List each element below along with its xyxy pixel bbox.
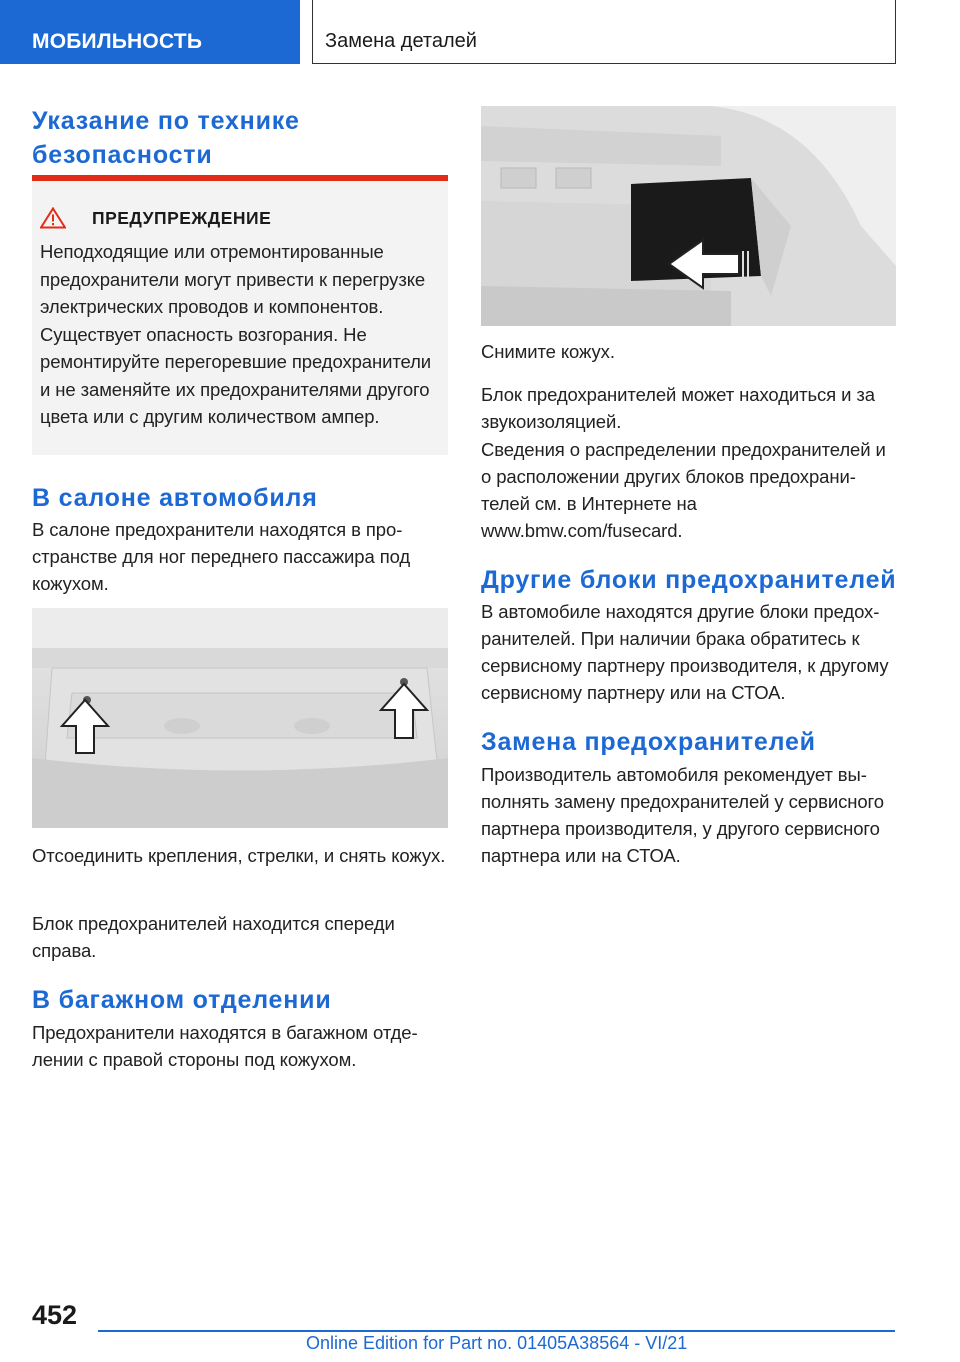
warning-text: Неподходящие или отремонтированные предохранители могут привести к перегрузке электрических проводов и компонентов. Существует опасность возгорания. Не ремонтируйте перегоревшие предохранители и не заменяйте их предохранителями другого цвета или с другим количеством ампер.: [40, 241, 432, 427]
page-number: 452: [32, 1300, 78, 1330]
footer-edition: Online Edition for Part no. 01405A38564 - VI/21: [306, 1333, 688, 1353]
trunk-text: Предохранители находятся в багажном отделении с правой стороны под кожухом.: [32, 1022, 418, 1070]
section-tab: МОБИЛЬНОСТЬ: [0, 0, 300, 64]
warning-box: [32, 175, 448, 455]
trunk-cover-photo: [481, 106, 896, 326]
footer-divider: [98, 1330, 895, 1332]
replacement-text: Производитель автомобиля рекомендует выполнять замену предохранителей у сервисного партнера производителя, у другого сервисного партнера или на СТОА.: [481, 764, 884, 866]
trunk-heading: В багажном отделении: [32, 986, 332, 1014]
interior-text: В салоне предохранители находятся в пространстве для ног переднего пассажира под кожухом.: [32, 519, 411, 594]
interior-heading: В салоне автомобиля: [32, 484, 318, 512]
warning-label: ПРЕДУПРЕЖДЕНИЕ: [92, 207, 272, 228]
replacement-heading: Замена предохранителей: [481, 728, 816, 756]
trunk-step1: Снимите кожух.: [481, 341, 615, 362]
safety-heading: Указание по технике безопасности: [32, 107, 300, 169]
trunk-step3: Сведения о распределении предохранителей и о расположении других блоков предохранителей см. в Интернете на www.bmw.com/fusecard.: [481, 439, 886, 541]
warning-triangle-icon: [40, 207, 66, 229]
trunk-step2: Блок предохранителей может находиться и за звукоизоляцией.: [481, 384, 875, 432]
interior-cover-photo: [32, 608, 448, 828]
interior-step1: Отсоединить крепления, стрелки, и снять кожух.: [32, 845, 446, 866]
chapter-title: Замена деталей: [312, 0, 896, 64]
warning-header: [40, 207, 440, 229]
interior-step2: Блок предохранителей находится спереди справа.: [32, 913, 395, 961]
other-blocks-text: В автомобиле находятся другие блоки предохранителей. При наличии брака обратитесь к сервисному партнеру производителя, к другому сервисному партнеру или на СТОА.: [481, 601, 889, 703]
other-blocks-heading: Другие блоки предохранителей: [481, 566, 897, 594]
